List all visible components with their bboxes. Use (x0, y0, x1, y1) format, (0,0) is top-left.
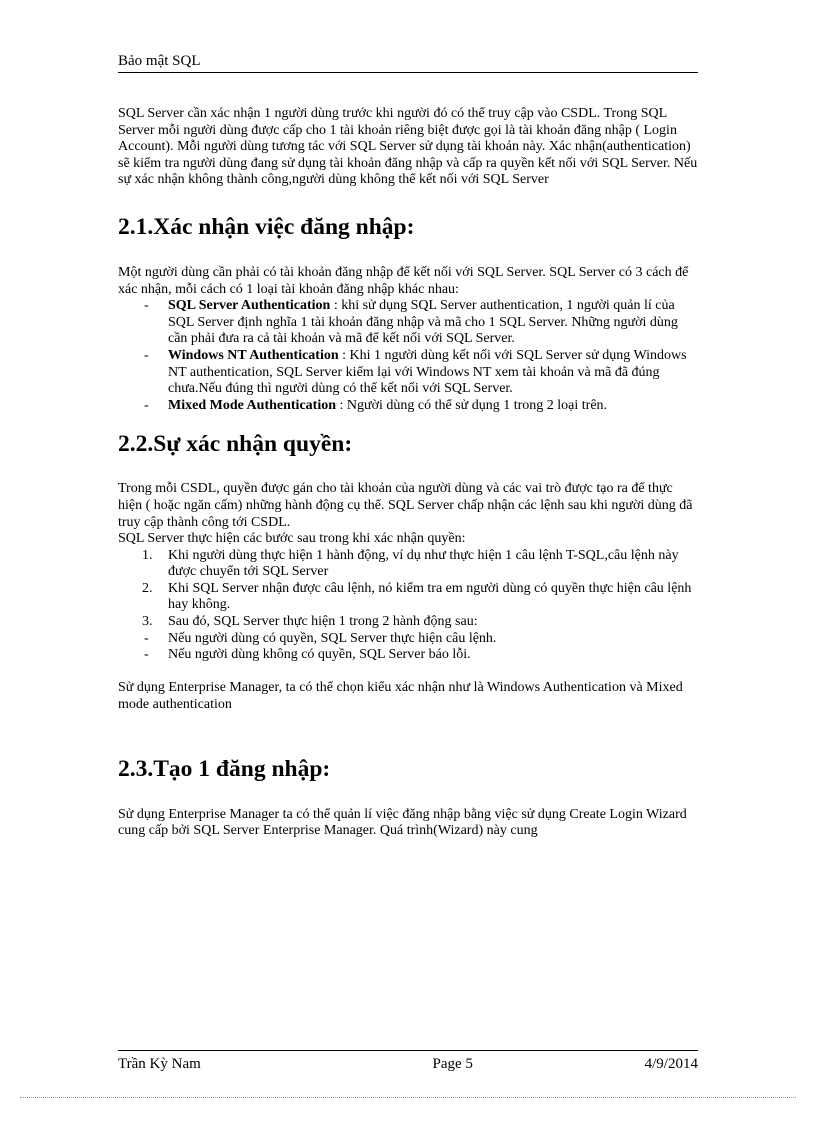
step-text: Khi SQL Server nhận được câu lệnh, nó kiểm tra em người dùng có quyền thực hiện câu lệnh hay không. (168, 580, 692, 613)
list-item (118, 631, 698, 648)
list-item-term: Windows NT Authentication (168, 347, 339, 363)
section-heading-2-3: 2.3.Tạo 1 đăng nhập: (118, 755, 331, 782)
list-dash: - (144, 397, 149, 413)
step-number: 3. (142, 614, 153, 630)
page-content (118, 106, 698, 840)
section3-paragraph: Sử dụng Enterprise Manager ta có thể quản lí việc đăng nhập bằng việc sử dụng Create Login Wizard cung cấp bởi SQL Server Enterprise Manager. Quá trình(Wizard) này cung (118, 806, 687, 839)
intro-paragraph: SQL Server cần xác nhận 1 người dùng trước khi người đó có thể truy cập vào CSDL. Trong SQL Server mỗi người dùng được cấp cho 1 tài khoản riêng biệt được gọi là tài khoản đăng nhập ( Login Account). Mỗi người dùng tương tác với SQL Server sử dụng tài khoản này. Xác nhận(authentication) sẽ kiểm tra người dùng đang sử dụng tài khoản đăng nhập và cấp ra quyền kết nối với SQL Server. Nếu sự xác nhận không thành công,người dùng không thể kết nối với SQL Server (118, 106, 698, 188)
list-item (118, 348, 698, 398)
list-item (118, 581, 698, 614)
list-item (118, 298, 698, 348)
list-item (118, 614, 698, 631)
step-text: Khi người dùng thực hiện 1 hành động, ví dụ như thực hiện 1 câu lệnh T-SQL,câu lệnh này được chuyển tới SQL Server (168, 547, 679, 580)
list-item-text: : Người dùng có thể sử dụng 1 trong 2 loại trên. (336, 397, 608, 413)
list-item-text: Nếu người dùng không có quyền, SQL Server báo lỗi. (168, 647, 471, 663)
footer-date: 4/9/2014 (644, 1056, 698, 1072)
list-item-term: Mixed Mode Authentication (168, 397, 336, 413)
list-item (118, 548, 698, 581)
list-item (118, 398, 698, 415)
list-dash: - (144, 647, 149, 663)
section2-paragraph-3: Sử dụng Enterprise Manager, ta có thể chọn kiểu xác nhận như là Windows Authentication và Mixed mode authentication (118, 680, 683, 713)
page-footer (118, 1050, 698, 1077)
actions-list (118, 631, 698, 664)
page-header: Bảo mật SQL (118, 50, 698, 73)
section1-paragraph: Một người dùng cần phải có tài khoản đăng nhập để kết nối với SQL Server. SQL Server có 3 cách để xác nhận, mỗi cách có 1 loại tài khoản đăng nhập khác nhau: (118, 264, 689, 297)
list-item-text: : khi sử dụng SQL Server authentication, 1 người quản lí của SQL Server định nghĩa 1 tài khoản đăng nhập và mã cho 1 SQL Server. Những người dùng cần phải đưa ra cả tài khoản và mã để kết nối với SQL Server. (168, 298, 678, 347)
step-number: 1. (142, 547, 153, 563)
steps-list (118, 548, 698, 631)
list-item-term: SQL Server Authentication (168, 298, 331, 314)
section-heading-2-1: 2.1.Xác nhận việc đăng nhập: (118, 213, 415, 240)
list-item-text: Nếu người dùng có quyền, SQL Server thực hiện câu lệnh. (168, 630, 497, 646)
list-item-text: : Khi 1 người dùng kết nối với SQL Server sử dụng Windows NT authentication, SQL Server kiểm lại với Windows NT xem tài khoản và mã đã đúng chưa.Nếu đúng thì người dùng có thể kết nối với SQL Server. (168, 347, 687, 397)
auth-methods-list (118, 298, 698, 414)
list-item (118, 647, 698, 664)
step-number: 2. (142, 580, 153, 596)
page-break-line (20, 1097, 796, 1098)
section-heading-2-2: 2.2.Sự xác nhận quyền: (118, 431, 353, 458)
footer-author: Trần Kỳ Nam (118, 1056, 201, 1072)
list-dash: - (144, 298, 149, 314)
step-text: Sau đó, SQL Server thực hiện 1 trong 2 hành động sau: (168, 614, 478, 630)
footer-page-number: Page 5 (432, 1056, 473, 1072)
list-dash: - (144, 347, 149, 363)
section2-paragraph-1: Trong mỗi CSDL, quyền được gán cho tài khoản của người dùng và các vai trò được tạo ra để thực hiện ( hoặc ngăn cấm) những hành động cụ thể. SQL Server chấp nhận các lệnh sau khi người dùng đã truy cập thành công tới CSDL. (118, 481, 693, 530)
list-dash: - (144, 630, 149, 646)
section2-paragraph-2: SQL Server thực hiện các bước sau trong khi xác nhận quyền: (118, 531, 466, 547)
